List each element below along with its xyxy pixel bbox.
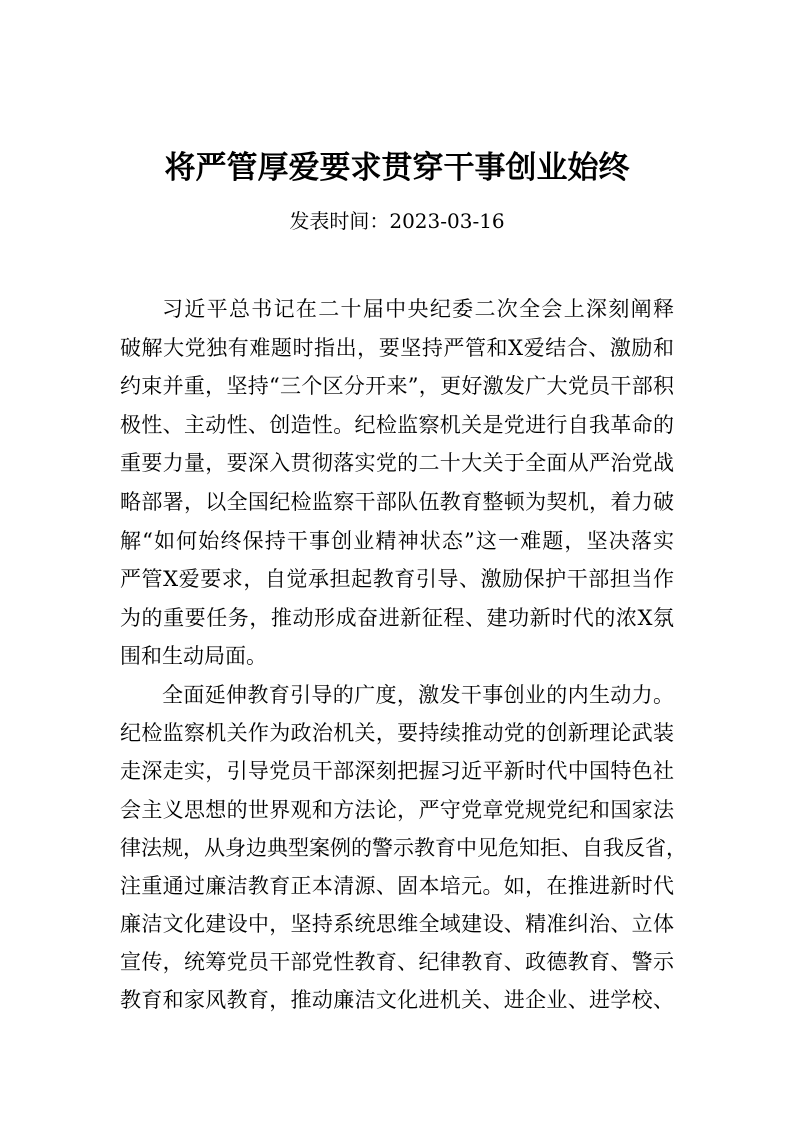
paragraph-1-line: 围和生动局面。 [120,644,267,669]
paragraph-2-line: 走深走实，引导党员干部深刻把握习近平新时代中国特色社 [120,759,674,784]
paragraph-2-line: 全面延伸教育引导的广度，激发干事创业的内生动力。 [162,682,674,707]
document-title: 将严管厚爱要求贯穿干事创业始终 [164,150,630,186]
paragraph-2-line: 纪检监察机关作为政治机关，要持续推动党的创新理论武装 [120,721,674,746]
paragraph-1-line: 破解大党独有难题时指出，要坚持严管和X爱结合、激励和 [120,335,674,360]
paragraph-1-line: 为的重要任务，推动形成奋进新征程、建功新时代的浓X氛 [120,605,674,630]
paragraph-2-line: 宣传，统筹党员干部党性教育、纪律教育、政德教育、警示 [120,950,674,975]
paragraph-1-line: 略部署，以全国纪检监察干部队伍教育整顿为契机，着力破 [120,489,674,514]
paragraph-2-line: 律法规，从身边典型案例的警示教育中见危知拒、自我反省， [120,835,687,860]
paragraph-2-line: 注重通过廉洁教育正本清源、固本培元。如，在推进新时代 [120,873,674,898]
article-body [120,290,687,1020]
paragraph-1-line: 重要力量，要深入贯彻落实党的二十大关于全面从严治党战 [120,451,674,476]
paragraph-2-line: 教育和家风教育，推动廉洁文化进机关、进企业、进学校、 [120,988,674,1013]
paragraph-1-line: 解“如何始终保持干事创业精神状态”这一难题，坚决落实 [120,528,674,553]
paragraph-1-line: 极性、主动性、创造性。纪检监察机关是党进行自我革命的 [120,412,674,437]
paragraph-1-line: 习近平总书记在二十届中央纪委二次全会上深刻阐释 [162,297,674,321]
paragraph-2-line: 廉洁文化建设中，坚持系统思维全域建设、精准纠治、立体 [120,912,674,937]
publish-date: 发表时间：2023-03-16 [289,209,505,233]
paragraph-1-line: 约束并重，坚持“三个区分开来”，更好激发广大党员干部积 [120,374,674,399]
paragraph-2-line: 会主义思想的世界观和方法论，严守党章党规党纪和国家法 [120,797,674,822]
paragraph-1-line: 严管X爱要求，自觉承担起教育引导、激励保护干部担当作 [120,567,674,592]
